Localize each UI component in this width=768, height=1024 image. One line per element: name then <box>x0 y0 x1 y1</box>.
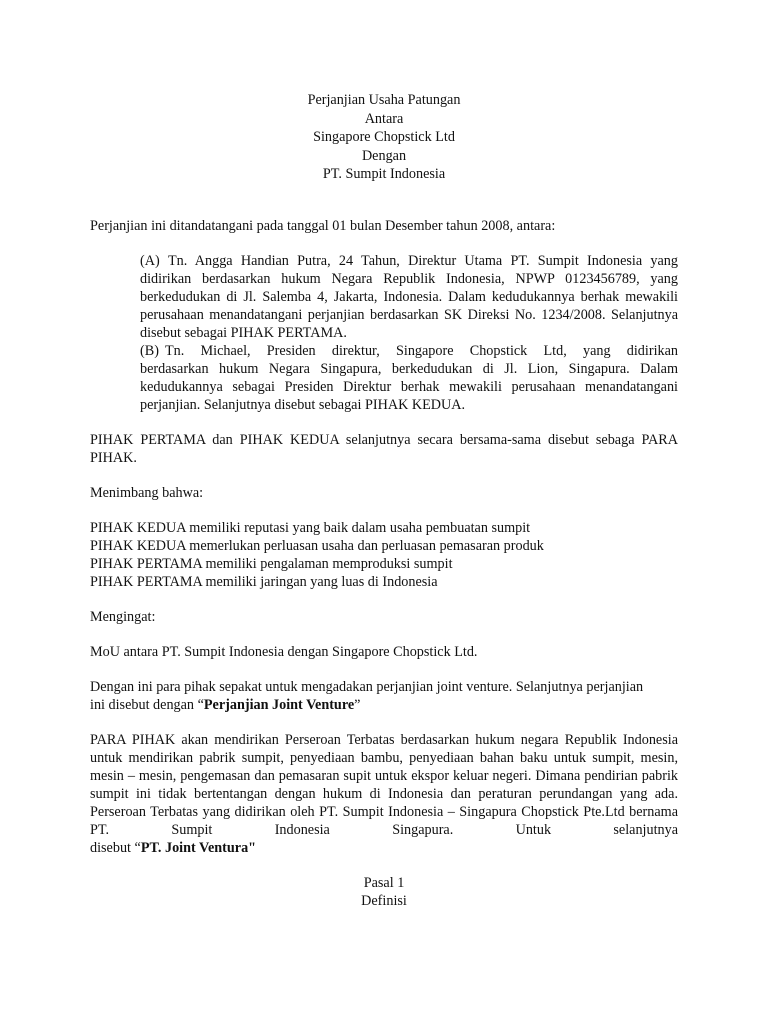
party-a-text-line1: Tn. Angga Handian Putra, 24 Tahun, Direktur Utama PT. Sumpit Indonesia yang <box>168 252 678 269</box>
mou-paragraph: MoU antara PT. Sumpit Indonesia dengan Singapore Chopstick Ltd. <box>90 643 478 660</box>
title-line-5: PT. Sumpit Indonesia <box>322 166 446 182</box>
party-a <box>90 252 678 342</box>
establish-prefix: disebut “ <box>90 839 141 856</box>
establish-text: PARA PIHAK akan mendirikan Perseroan Terbatas berdasarkan hukum negara Republik Indonesia untuk mendirikan pabrik sumpit, penyediaan bambu, penyediaan bahan baku untuk sumpit, mesin, mesin – mesin, pengemasan dan pemasaran supit untuk ekspor keluar negeri. Dimana pendirian pabrik sumpit ini tidak bertentangan dengan hukum di Indonesia dan peraturan perundangan yang ada. Perseroan Terbatas yang didirikan oleh PT. Sumpit Indonesia – Singapura Chopstick Pte.Ltd bernama PT. Sumpit Indonesia Singapura. Untuk selanjutnya <box>90 731 678 838</box>
agreement-paragraph <box>90 678 678 714</box>
agreement-line-1: Dengan ini para pihak sepakat untuk mengadakan perjanjian joint venture. Selanjutnya perjanjian <box>90 678 644 695</box>
establish-last-line <box>90 839 678 857</box>
establish-term: PT. Joint Ventura" <box>140 839 257 856</box>
menimbang-item: PIHAK PERTAMA memiliki jaringan yang luas di Indonesia <box>90 573 438 590</box>
party-a-label: (A) <box>140 252 160 269</box>
menimbang-list <box>90 519 678 591</box>
agreement-term: Perjanjian Joint Venture <box>203 696 355 713</box>
party-a-first-line <box>140 252 678 270</box>
menimbang-item: PIHAK KEDUA memiliki reputasi yang baik dalam usaha pembuatan sumpit <box>90 519 531 536</box>
title-line-1: Perjanjian Usaha Patungan <box>307 92 461 108</box>
para-pihak-paragraph: PIHAK PERTAMA dan PIHAK KEDUA selanjutnya secara bersama-sama disebut sebaga PARA PIHAK. <box>90 431 678 466</box>
title-line-2: Antara <box>364 110 404 127</box>
party-b-text: berdasarkan hukum Negara Singapura, berkedudukan di Jl. Lion, Singapura. Dalam kedudukannya sebagai Presiden Direktur berhak mewakili perusahaan menandatangani perjanjian. Selanjutnya disebut sebagai PIHAK KEDUA. <box>140 360 678 413</box>
party-b-text-line1: Tn. Michael, Presiden direktur, Singapore Chopstick Ltd, yang didirikan <box>165 342 678 359</box>
document-title <box>90 91 678 184</box>
title-line-4: Dengan <box>361 147 407 164</box>
agreement-suffix: ” <box>354 696 361 713</box>
agreement-line-2 <box>90 696 678 714</box>
party-b <box>90 342 678 414</box>
party-b-label: (B) <box>140 342 159 359</box>
menimbang-heading: Menimbang bahwa: <box>90 484 204 501</box>
mengingat-heading: Mengingat: <box>90 608 156 625</box>
pasal-heading <box>90 874 678 910</box>
document-page <box>90 91 678 910</box>
menimbang-item: PIHAK PERTAMA memiliki pengalaman memproduksi sumpit <box>90 555 453 572</box>
party-b-first-line <box>140 342 678 360</box>
pasal-number: Pasal 1 <box>363 874 405 891</box>
intro-paragraph: Perjanjian ini ditandatangani pada tanggal 01 bulan Desember tahun 2008, antara: <box>90 217 556 234</box>
agreement-prefix: ini disebut dengan “ <box>90 696 204 713</box>
establish-paragraph <box>90 731 678 857</box>
menimbang-item: PIHAK KEDUA memerlukan perluasan usaha dan perluasan pemasaran produk <box>90 537 544 554</box>
party-a-text: didirikan berdasarkan hukum Negara Republik Indonesia, NPWP 0123456789, yang berkedudukan di Jl. Salemba 4, Jakarta, Indonesia. Dalam kedudukannya berhak mewakili perusahaan menandatangani perjanjian berdasarkan SK Direksi No. 1234/2008. Selanjutnya disebut sebagai PIHAK PERTAMA. <box>140 270 678 341</box>
title-line-3: Singapore Chopstick Ltd <box>313 129 455 145</box>
pasal-title: Definisi <box>361 892 407 909</box>
